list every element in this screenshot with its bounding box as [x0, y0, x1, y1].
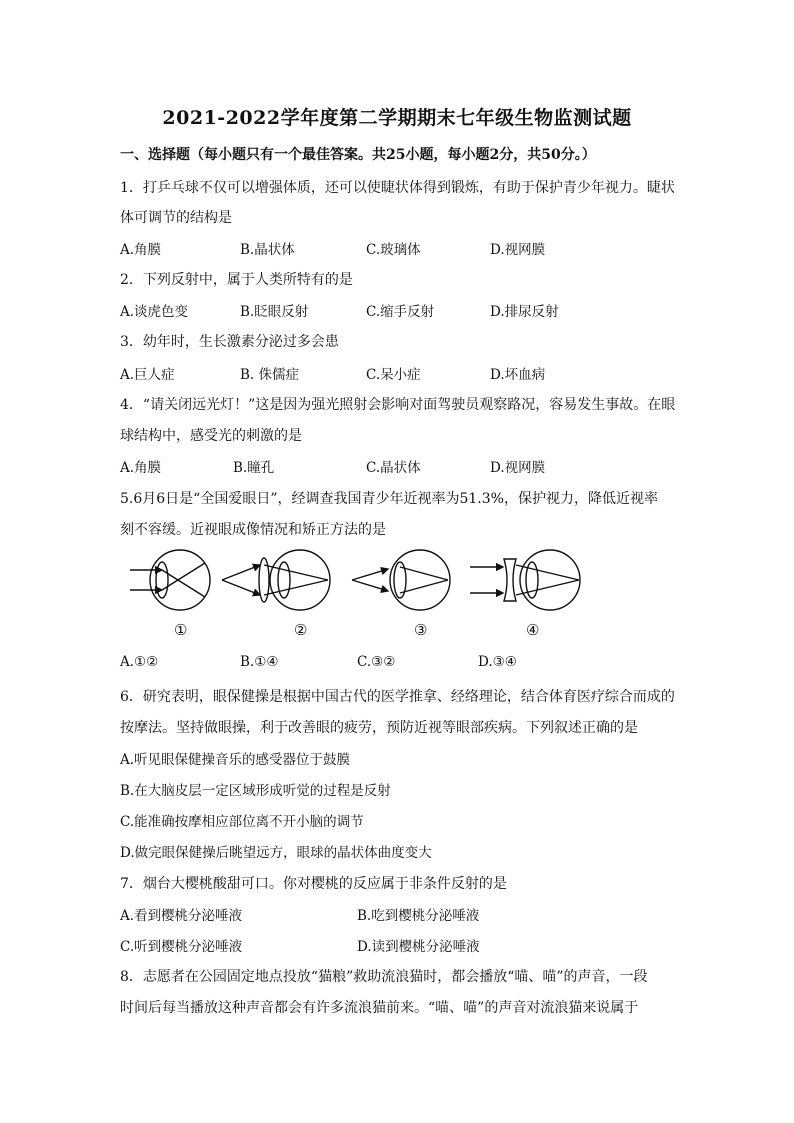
eye-diagram-2-icon: [222, 550, 330, 610]
q7-option-a: A.看到樱桃分泌唾液: [120, 908, 243, 924]
eye-diagram-3-icon: [352, 550, 450, 610]
question-7-line-1: 7．烟台大樱桃酸甜可口。你对樱桃的反应属于非条件反射的是: [120, 876, 507, 892]
q7-option-b: B.吃到樱桃分泌唾液: [357, 908, 480, 924]
q7-option-d: D.读到樱桃分泌唾液: [357, 939, 480, 955]
q3-option-c: C.呆小症: [366, 367, 421, 383]
eye-diagram-figure: [120, 545, 680, 645]
q3-option-d: D.坏血病: [490, 367, 546, 383]
question-4-line-2: 球结构中，感受光的刺激的是: [120, 428, 302, 444]
figure-label-3: ③: [414, 621, 428, 639]
question-5-line-1: 5.6月6日是“全国爱眼日”，经调查我国青少年近视率为51.3%，保护视力，降低近视率: [120, 491, 658, 507]
section-heading: 一、选择题（每小题只有一个最佳答案。共25小题，每小题2分，共50分。）: [120, 147, 596, 163]
q2-option-d: D.排尿反射: [490, 304, 559, 320]
q6-option-c: C.能准确按摩相应部位离不开小脑的调节: [120, 814, 364, 830]
q6-option-b: B.在大脑皮层一定区域形成听觉的过程是反射: [120, 783, 391, 799]
q4-option-d: D.视网膜: [490, 460, 546, 476]
q5-option-d: D.③④: [478, 654, 517, 670]
exam-title: 2021-2022学年度第二学期期末七年级生物监测试题: [162, 107, 632, 129]
q2-option-b: B.眨眼反射: [240, 304, 309, 320]
q7-option-c: C.听到樱桃分泌唾液: [120, 939, 243, 955]
q1-option-d: D.视网膜: [490, 242, 546, 258]
question-8-line-1: 8．志愿者在公园固定地点投放“猫粮”救助流浪猫时，都会播放“喵、喵”的声音，一段: [120, 969, 648, 985]
q5-option-c: C.③②: [357, 654, 396, 670]
question-1-line-2: 体可调节的结构是: [120, 210, 232, 226]
q4-option-a: A.角膜: [120, 460, 162, 476]
question-6-line-2: 按摩法。坚持做眼操，利于改善眼的疲劳，预防近视等眼部疾病。下列叙述正确的是: [120, 720, 638, 736]
q3-option-b: B. 侏儒症: [240, 367, 300, 383]
q6-option-d: D.做完眼保健操后眺望远方，眼球的晶状体曲度变大: [120, 845, 432, 861]
q5-option-b: B.①④: [240, 654, 279, 670]
figure-label-1: ①: [174, 621, 188, 639]
q4-option-c: C.晶状体: [366, 460, 421, 476]
q3-option-a: A.巨人症: [120, 367, 175, 383]
q1-option-b: B.晶状体: [240, 242, 295, 258]
figure-label-4: ④: [526, 621, 540, 639]
q1-option-a: A.角膜: [120, 242, 162, 258]
question-4-line-1: 4．“请关闭远光灯！”这是因为强光照射会影响对面驾驶员观察路况，容易发生事故。在眼: [120, 397, 676, 413]
question-2-line-1: 2．下列反射中，属于人类所特有的是: [120, 272, 353, 288]
question-1-line-1: 1．打乒乓球不仅可以增强体质，还可以使睫状体得到锻炼，有助于保护青少年视力。睫状: [120, 180, 675, 196]
eye-diagram-1-icon: [130, 550, 210, 610]
q2-option-a: A.谈虎色变: [120, 304, 189, 320]
q4-option-b: B.瞳孔: [233, 460, 275, 476]
q2-option-c: C.缩手反射: [366, 304, 435, 320]
q1-option-c: C.玻璃体: [366, 242, 421, 258]
question-6-line-1: 6．研究表明，眼保健操是根据中国古代的医学推拿、经络理论，结合体育医疗综合而成的: [120, 689, 675, 705]
q5-option-a: A.①②: [120, 654, 159, 670]
question-8-line-2: 时间后每当播放这种声音都会有许多流浪猫前来。“喵、喵”的声音对流浪猫来说属于: [120, 1000, 639, 1016]
question-3-line-1: 3．幼年时，生长激素分泌过多会患: [120, 334, 339, 350]
eye-diagram-4-icon: [470, 550, 580, 610]
figure-label-2: ②: [294, 621, 308, 639]
question-5-line-2: 刻不容缓。近视眼成像情况和矫正方法的是: [120, 522, 386, 538]
q6-option-a: A.听见眼保健操音乐的感受器位于鼓膜: [120, 752, 351, 768]
